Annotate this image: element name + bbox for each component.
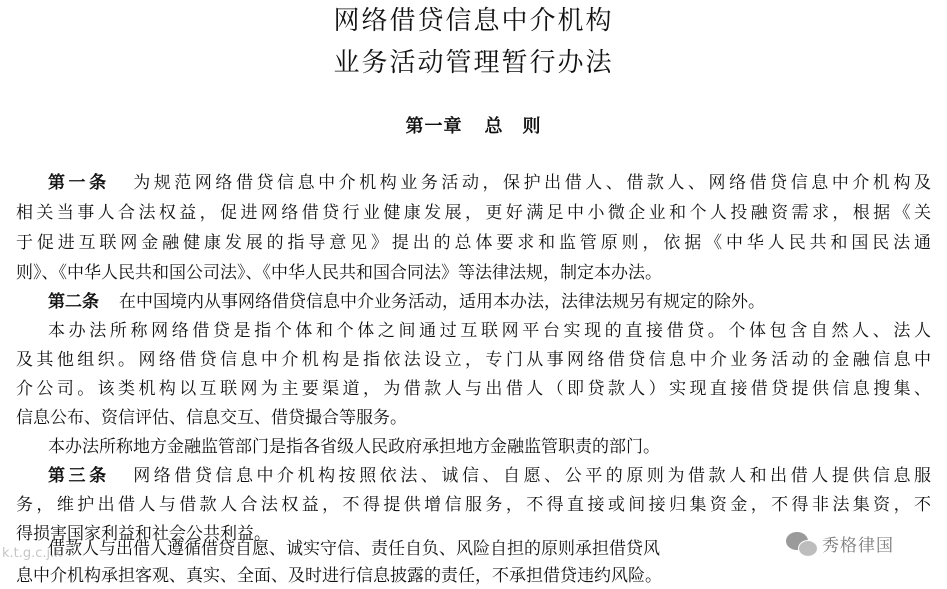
chapter-heading	[0, 114, 947, 140]
paragraph-1-line-4: 信息公布、资信评估、信息交互、借贷撮合等服务。	[16, 408, 407, 428]
paragraph-2-line-1: 本办法所称地方金融监管部门是指各省级人民政府承担地方金融监管职责的部门。	[48, 437, 660, 457]
article-text: 为规范网络借贷信息中介机构业务活动，保护出借人、借款人、网络借贷信息中介机构及	[129, 173, 931, 193]
chapter-number: 第一章	[405, 116, 463, 137]
article-number: 第三条	[48, 466, 110, 486]
article-3-line-1	[48, 463, 931, 489]
paragraph-1-line-3: 介公司。该类机构以互联网为主要渠道，为借款人与出借人（即贷款人）实现直接借贷提供信息搜集、	[16, 379, 931, 399]
article-number: 第二条	[48, 292, 99, 312]
wechat-account-name: 秀格律国	[822, 535, 894, 556]
article-1-line-4: 则》、《中华人民共和国公司法》、《中华人民共和国合同法》等法律法规，制定本办法。	[16, 263, 662, 283]
article-2-line-1	[48, 289, 931, 315]
article-text: 网络借贷信息中介机构按照依法、诚信、自愿、公平的原则为借款人和出借人提供信息服	[129, 466, 931, 486]
article-1-line-1	[48, 170, 931, 196]
article-1-line-3: 于促进互联网金融健康发展的指导意见》提出的总体要求和监管原则，依据《中华人民共和国民法通	[16, 233, 931, 253]
site-watermark: k.t.g.c.j.k	[2, 546, 62, 561]
article-1-line-2: 相关当事人合法权益，促进网络借贷行业健康发展，更好满足中小微企业和个人投融资需求，根据《关	[16, 203, 931, 223]
article-number: 第一条	[48, 173, 110, 193]
wechat-icon	[784, 529, 818, 557]
paragraph-3-line-2: 息中介机构承担客观、真实、全面、及时进行信息披露的责任，不承担借贷违约风险。	[16, 566, 662, 586]
article-3-line-2: 务，维护出借人与借款人合法权益，不得提供增信服务，不得直接或间接归集资金，不得非法集资，不	[16, 495, 931, 515]
paragraph-3-line-1: 借款人与出借人遵循借贷自愿、诚实守信、责任自负、风险自担的原则承担借贷风	[48, 539, 660, 559]
document-title-line2: 业务活动管理暂行办法	[333, 48, 614, 78]
wechat-watermark	[780, 527, 900, 559]
document-title-line1: 网络借贷信息中介机构	[333, 6, 614, 36]
article-text: 在中国境内从事网络借贷信息中介业务活动，适用本办法，法律法规另有规定的除外。	[119, 292, 765, 312]
article-3-line-3: 得损害国家利益和社会公共利益。	[16, 524, 271, 544]
chapter-name: 总 则	[484, 116, 542, 137]
paragraph-1-line-1: 本办法所称网络借贷是指个体和个体之间通过互联网平台实现的直接借贷。个体包含自然人、法人	[48, 321, 931, 341]
paragraph-1-line-2: 及其他组织。网络借贷信息中介机构是指依法设立，专门从事网络借贷信息中介业务活动的金融信息中	[16, 350, 931, 370]
